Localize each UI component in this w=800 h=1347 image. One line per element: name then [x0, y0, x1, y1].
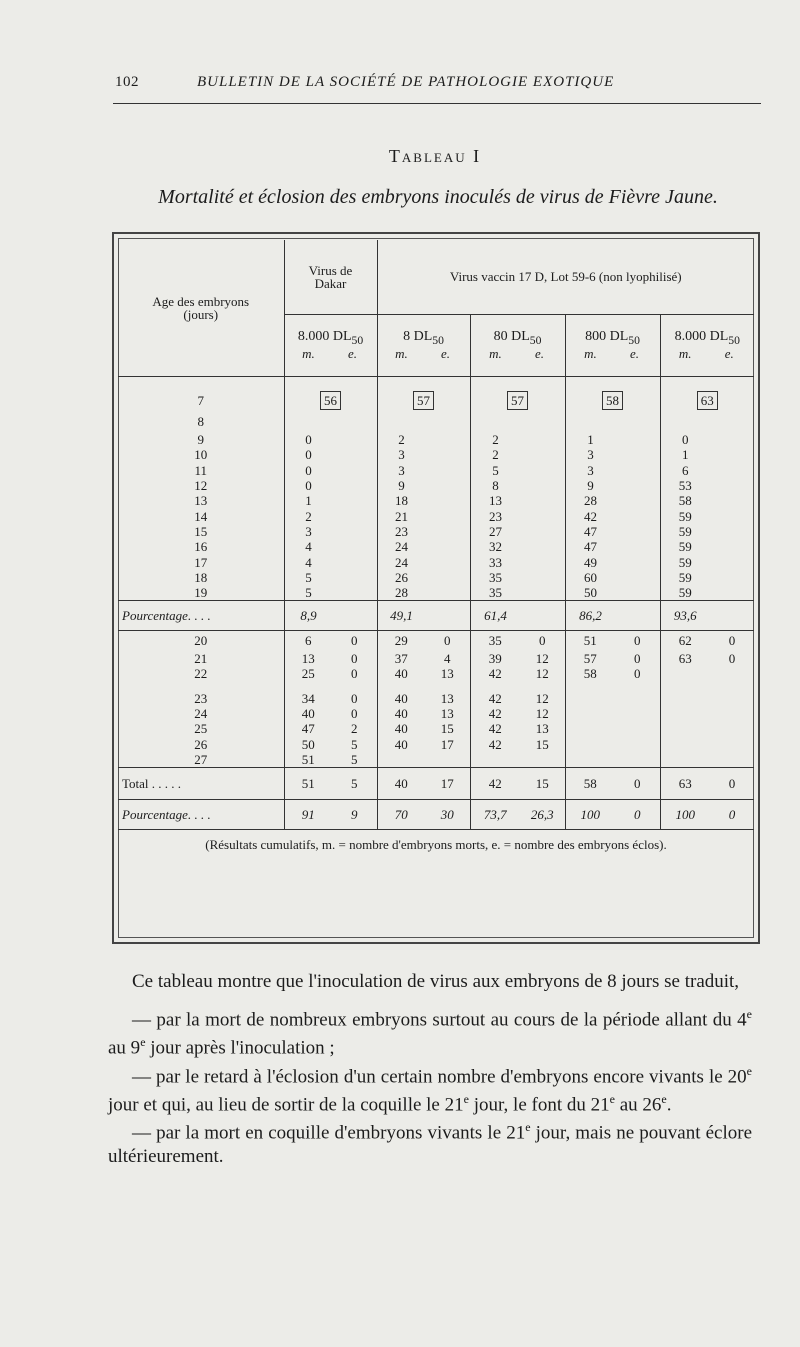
percentage-value: 61,4 — [484, 607, 507, 623]
age-cell: 9 — [197, 432, 204, 448]
table-row — [118, 570, 754, 585]
percentage-value: 91 — [284, 799, 332, 829]
m-label: m. — [678, 345, 692, 361]
dead-count: 59 — [678, 584, 692, 600]
hatched-count: 0 — [351, 633, 358, 649]
m-label: m. — [489, 345, 502, 361]
dead-count: 3 — [305, 523, 312, 539]
total-value: 63 — [660, 767, 710, 799]
hatched-count: 2 — [351, 721, 358, 737]
dead-count: 2 — [398, 432, 405, 448]
table-row — [118, 432, 754, 447]
dead-count — [565, 736, 615, 752]
dose-label: 8 $DL_{50}$ — [403, 329, 444, 347]
hatched-count: 12 — [535, 691, 549, 707]
dead-count: 1 — [305, 493, 312, 509]
dead-count: 40 — [377, 666, 425, 682]
table-note: (Résultats cumulatifs, m. = nombre d'embryons morts, e. = nombre des embryons éclos). — [118, 829, 754, 859]
age-cell: 7 — [197, 393, 204, 408]
dead-count: 59 — [678, 523, 692, 539]
age-cell: 15 — [194, 523, 208, 539]
dead-count: 18 — [395, 493, 408, 509]
dead-count: 40 — [377, 705, 425, 721]
table-row — [118, 390, 754, 411]
table-row — [118, 508, 754, 523]
age-cell: 14 — [194, 508, 208, 524]
age-cell: 18 — [194, 569, 208, 585]
percentage-value: 0 — [634, 806, 641, 822]
dead-count: 42 — [470, 666, 520, 682]
table-row — [118, 411, 754, 432]
virus-dakar-header: Virus de Dakar — [284, 240, 377, 314]
hatched-count: 13 — [440, 691, 454, 707]
dead-count: 25 — [284, 666, 332, 682]
hatched-count: 15 — [535, 736, 549, 752]
hatched-count — [615, 721, 660, 737]
total-value: 15 — [520, 767, 565, 799]
dead-count — [660, 705, 710, 721]
total-value: 40 — [377, 767, 425, 799]
age-cell: 13 — [194, 493, 208, 509]
dead-count: 6 — [682, 462, 689, 478]
dead-count: 35 — [489, 584, 502, 600]
age-cell: 24 — [194, 705, 208, 721]
table-row — [118, 705, 754, 721]
dose-header — [660, 314, 754, 376]
hatched-count: 4 — [444, 650, 451, 666]
table-row — [118, 736, 754, 752]
hatched-count: 12 — [535, 650, 549, 666]
dose-header — [470, 314, 565, 376]
total-value: 58 — [565, 767, 615, 799]
dead-count — [660, 666, 710, 682]
dead-count: 47 — [284, 721, 332, 737]
boxed-count: 57 — [507, 391, 528, 410]
m-label: m. — [395, 345, 408, 361]
dose-label: 80 $DL_{50}$ — [493, 329, 542, 347]
dead-count: 24 — [395, 554, 408, 570]
dead-count — [377, 752, 425, 768]
hatched-count: 0 — [539, 633, 546, 649]
age-cell: 23 — [194, 691, 208, 707]
dead-count: 58 — [565, 666, 615, 682]
age-cell: 11 — [194, 462, 208, 478]
hatched-count: 0 — [351, 705, 358, 721]
dead-count: 47 — [584, 539, 597, 555]
percentage-value: 73,7 — [470, 799, 520, 829]
dead-count — [660, 721, 710, 737]
dead-count: 39 — [470, 650, 520, 666]
dead-count: 4 — [305, 539, 312, 555]
table-row — [118, 539, 754, 554]
dead-count: 2 — [492, 432, 499, 448]
dead-count: 59 — [678, 508, 692, 524]
dead-count: 42 — [470, 721, 520, 737]
dead-count — [565, 705, 615, 721]
dead-count: 13 — [489, 493, 502, 509]
age-cell: 19 — [194, 584, 208, 600]
table-row — [118, 478, 754, 493]
dead-count: 23 — [395, 523, 408, 539]
table-row — [118, 493, 754, 508]
table-row — [118, 650, 754, 666]
paragraph-intro: Ce tableau montre que l'inoculation de virus aux embryons de 8 jours se traduit, — [132, 971, 740, 992]
dead-count: 33 — [489, 554, 502, 570]
dead-count: 9 — [398, 478, 405, 494]
hatched-count: 5 — [351, 751, 358, 767]
table-row — [118, 630, 754, 650]
percentage-value: 0 — [728, 806, 736, 822]
percentage-value: 8,9 — [300, 607, 317, 623]
dead-count: 3 — [398, 462, 405, 478]
percentage-value: 100 — [565, 799, 615, 829]
list-item: — par la mort en coquille d'embryons vivants le 21e jour, mais ne pouvant éclore ultérieurement. — [108, 1120, 753, 1167]
dead-count: 0 — [305, 432, 312, 448]
total-value: 17 — [425, 767, 470, 799]
dead-count: 42 — [470, 736, 520, 752]
dead-count: 32 — [489, 539, 502, 555]
dead-count — [565, 721, 615, 737]
dead-count: 62 — [660, 630, 710, 650]
dead-count: 53 — [678, 478, 692, 494]
percentage-value: 49,1 — [390, 607, 413, 623]
table-row — [118, 666, 754, 682]
dead-count: 8 — [492, 478, 499, 494]
dead-count — [660, 736, 710, 752]
percentage-label: Pourcentage. . . . — [122, 806, 211, 822]
age-cell: 22 — [194, 666, 208, 682]
dose-header — [565, 314, 660, 376]
percentage-value: 93,6 — [673, 607, 697, 623]
table-subtitle: Mortalité et éclosion des embryons inoculés de virus de Fièvre Jaune. — [158, 186, 718, 208]
total-row — [118, 767, 754, 799]
m-label: m. — [302, 345, 315, 361]
dead-count: 63 — [660, 650, 710, 666]
age-cell: 12 — [194, 478, 208, 494]
dead-count: 40 — [377, 681, 425, 705]
dead-count: 51 — [565, 630, 615, 650]
dead-count: 42 — [470, 705, 520, 721]
dose-label: 8.000 $DL_{50}$ — [674, 329, 740, 347]
dead-count: 37 — [377, 650, 425, 666]
dead-count: 59 — [678, 539, 692, 555]
dead-count: 5 — [492, 462, 499, 478]
hatched-count: 13 — [535, 721, 549, 737]
hatched-count — [710, 721, 754, 737]
dead-count: 51 — [284, 752, 332, 768]
table-row — [118, 463, 754, 478]
age-cell: 25 — [194, 721, 208, 737]
data-table — [118, 240, 754, 859]
dead-count — [660, 681, 710, 705]
dead-count: 40 — [377, 721, 425, 737]
dead-count: 4 — [305, 554, 312, 570]
hatched-count: 0 — [351, 691, 358, 707]
dead-count: 2 — [305, 508, 312, 524]
hatched-count — [520, 752, 565, 768]
total-value: 42 — [470, 767, 520, 799]
dead-count: 35 — [470, 630, 520, 650]
boxed-count: 57 — [413, 391, 434, 410]
dead-count: 0 — [305, 447, 312, 463]
dead-count: 26 — [395, 569, 408, 585]
dead-count: 21 — [395, 508, 408, 524]
dead-count: 49 — [584, 554, 597, 570]
dead-count: 3 — [587, 462, 594, 478]
dead-count: 0 — [305, 478, 312, 494]
dead-count: 1 — [682, 447, 689, 463]
dead-count: 3 — [398, 447, 405, 463]
dead-count: 29 — [377, 630, 425, 650]
dose-label: 800 $DL_{50}$ — [585, 329, 640, 347]
hatched-count: 0 — [351, 666, 358, 682]
hatched-count: 0 — [634, 650, 641, 666]
age-cell: 21 — [194, 650, 208, 666]
dead-count: 34 — [284, 681, 332, 705]
total-value: 51 — [284, 767, 332, 799]
hatched-count: 0 — [728, 650, 736, 666]
hatched-count: 0 — [728, 633, 736, 649]
journal-title: BULLETIN DE LA SOCIÉTÉ DE PATHOLOGIE EXOTIQUE — [197, 74, 615, 90]
age-cell: 17 — [194, 554, 208, 570]
percentage-value: 86,2 — [579, 607, 602, 623]
dead-count: 59 — [678, 554, 692, 570]
hatched-count — [615, 705, 660, 721]
hatched-count: 12 — [535, 705, 549, 721]
total-label: Total . . . . . — [118, 767, 284, 799]
table-row — [118, 524, 754, 539]
dead-count: 27 — [489, 523, 502, 539]
percentage-label: Pourcentage. . . . — [118, 600, 284, 630]
age-cell: 26 — [194, 736, 208, 752]
dead-count: 0 — [682, 432, 689, 448]
hatched-count — [615, 681, 660, 705]
dead-count: 40 — [377, 736, 425, 752]
hatched-count — [710, 736, 754, 752]
dead-count: 60 — [584, 569, 597, 585]
age-cell: 10 — [194, 447, 208, 463]
table-row — [118, 721, 754, 737]
dose-header — [377, 314, 470, 376]
page-number: 102 — [115, 74, 139, 90]
hatched-count — [615, 736, 660, 752]
dead-count: 5 — [305, 584, 312, 600]
hatched-count: 0 — [634, 666, 641, 682]
dead-count: 42 — [470, 681, 520, 705]
age-cell: 16 — [194, 539, 208, 555]
hatched-count — [710, 681, 754, 705]
dead-count: 24 — [395, 539, 408, 555]
dead-count: 42 — [584, 508, 597, 524]
dead-count — [660, 752, 710, 768]
dead-count — [470, 752, 520, 768]
dead-count: 57 — [565, 650, 615, 666]
dead-count: 13 — [284, 650, 332, 666]
table-row — [118, 554, 754, 569]
dead-count — [565, 681, 615, 705]
hatched-count — [425, 752, 470, 768]
hatched-count — [710, 666, 754, 682]
dead-count: 0 — [305, 462, 312, 478]
percentage-value: 26,3 — [530, 806, 554, 822]
total-value: 0 — [710, 767, 754, 799]
dead-count: 28 — [395, 584, 408, 600]
table-title: Tableau I — [388, 146, 482, 166]
e-label: e. — [440, 345, 451, 361]
percentage-row — [118, 600, 754, 630]
e-label: e. — [629, 345, 640, 361]
dead-count: 23 — [489, 508, 502, 524]
hatched-count: 15 — [440, 721, 454, 737]
hatched-count — [710, 752, 754, 768]
boxed-count: 63 — [697, 391, 718, 410]
percentage-value: 30 — [440, 806, 454, 822]
list-item: — par la mort de nombreux embryons surtout au cours de la période allant du 4e au 9e jour après l'inoculation ; — [108, 1007, 752, 1059]
total-value: 5 — [332, 767, 377, 799]
body-text — [108, 970, 752, 1168]
hatched-count — [710, 705, 754, 721]
dead-count: 47 — [584, 523, 597, 539]
hatched-count: 13 — [440, 666, 454, 682]
hatched-count: 13 — [440, 705, 454, 721]
percentage-row — [118, 799, 754, 829]
dead-count — [565, 752, 615, 768]
e-label: e. — [347, 345, 358, 361]
dose-header — [284, 314, 377, 376]
table-row — [118, 752, 754, 768]
percentage-value: 100 — [660, 799, 710, 829]
age-cell: 8 — [197, 414, 204, 429]
e-label: e. — [534, 345, 545, 361]
hatched-count — [615, 752, 660, 768]
hatched-count: 17 — [440, 736, 454, 752]
hatched-count: 0 — [351, 650, 358, 666]
dose-label: 8.000 $DL_{50}$ — [297, 329, 364, 347]
hatched-count: 0 — [634, 633, 641, 649]
percentage-value: 70 — [377, 799, 425, 829]
e-label: e. — [724, 345, 734, 361]
header-rule — [113, 103, 761, 104]
age-cell: 27 — [194, 751, 208, 767]
vaccine-header: Virus vaccin 17 D, Lot 59-6 (non lyophilisé) — [377, 240, 754, 314]
m-label: m. — [584, 345, 597, 361]
dead-count: 40 — [284, 705, 332, 721]
boxed-count: 56 — [320, 391, 341, 410]
dead-count: 3 — [587, 447, 594, 463]
dead-count: 6 — [284, 630, 332, 650]
dead-count: 9 — [587, 478, 594, 494]
table-row — [118, 585, 754, 600]
age-cell: 20 — [194, 633, 208, 649]
percentage-value: 9 — [351, 806, 358, 822]
dead-count: 35 — [489, 569, 502, 585]
table-row — [118, 447, 754, 462]
dead-count: 50 — [584, 584, 597, 600]
age-header: Age des embryons (jours) — [118, 240, 284, 376]
dead-count: 28 — [584, 493, 597, 509]
dead-count: 59 — [678, 569, 692, 585]
dead-count: 5 — [305, 569, 312, 585]
list-item: — par le retard à l'éclosion d'un certain nombre d'embryons encore vivants le 20e jour et qui, au lieu de sortir de la coquille le 21e jour, le font du 21e au 26e. — [108, 1063, 752, 1116]
boxed-count: 58 — [602, 391, 623, 410]
dead-count: 1 — [587, 432, 594, 448]
hatched-count: 12 — [535, 666, 549, 682]
hatched-count: 5 — [351, 736, 358, 752]
total-value: 0 — [615, 767, 660, 799]
table-row — [118, 681, 754, 705]
dead-count: 58 — [678, 493, 692, 509]
dead-count: 2 — [492, 447, 499, 463]
dead-count: 50 — [284, 736, 332, 752]
hatched-count: 0 — [444, 633, 451, 649]
